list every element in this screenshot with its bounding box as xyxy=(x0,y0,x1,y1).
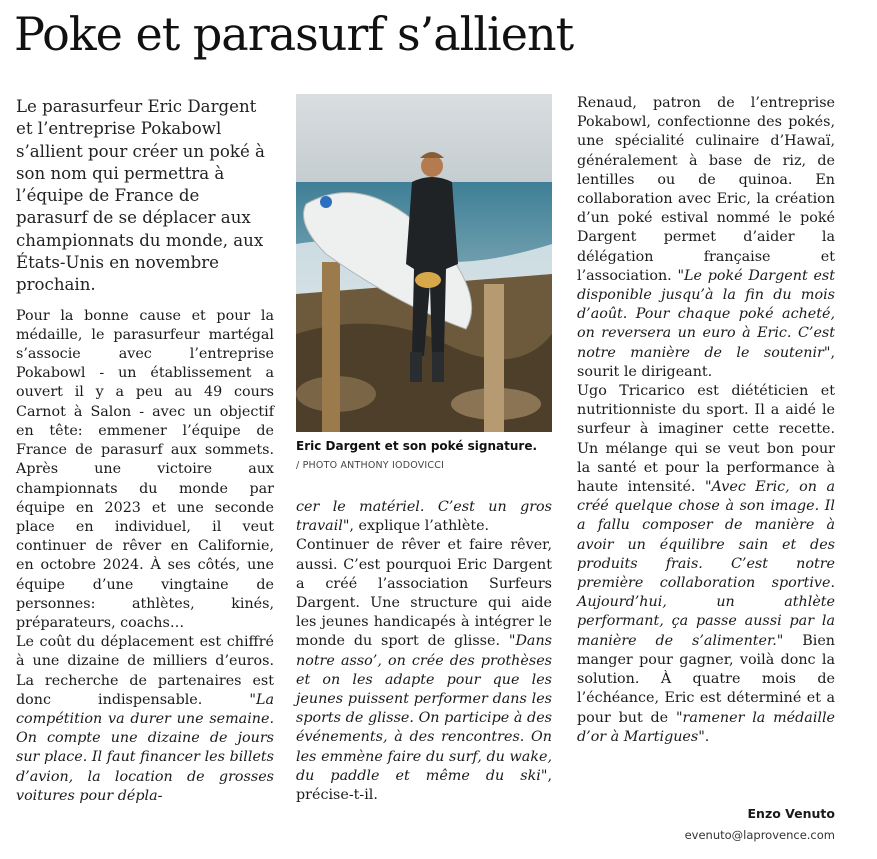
quote-text: La compétition va durer une semaine. On compte une dizaine de jours sur place. Il faut financer les billets d’avion, la location de grosses voitures pour dépla- xyxy=(16,691,274,804)
quote-text: Le poké Dargent est disponible jusqu’à la fin du mois d’août. Pour chaque poké acheté, on reversera un euro à Eric. C’est notre manière de le soutenir xyxy=(577,267,835,361)
quote-text: cer le matériel. C’est un gros travail xyxy=(296,499,552,535)
body-paragraph xyxy=(577,382,835,747)
quote-text: Avec Eric, on a créé quelque chose à son image. Il a fallu composer de manière à avoir un équilibre sain et des produits frais. C’est notre première collaboration sportive. Aujourd’hui, un athlète performant, ça passe aussi par la manière de s’alimenter. xyxy=(577,479,835,649)
author-byline: Enzo Venuto xyxy=(747,806,835,821)
body-text: Le coût du déplacement est chiffré à une dizaine de milliers d’euros. La recherche de partenaires est donc indispensable. " xyxy=(16,634,274,708)
article-photo xyxy=(296,94,552,432)
body-paragraph xyxy=(16,633,274,806)
column-2-body xyxy=(296,498,552,805)
column-1-body xyxy=(16,307,274,806)
body-text: ", sourit le dirigeant. xyxy=(577,344,835,380)
body-paragraph xyxy=(16,307,274,633)
body-text: Renaud, patron de l’entreprise Pokabowl, confectionne des pokés, une spécialité culinaire d’Hawaï, généralement à base de riz, de lentilles ou de quinoa. En collaboration avec Eric, la création d’un poké estival nommé le poké Dargent permet d’aider la délégation française et l’association. " xyxy=(577,95,835,284)
body-text: ", explique l’athlète. xyxy=(342,518,490,535)
body-text: " Bien manger pour gagner, voilà donc la solution. À quatre mois de l’échéance, Eric est déterminé et a pour but de " xyxy=(577,632,836,726)
column-3 xyxy=(577,94,835,747)
body-text: Ugo Tricarico est diététicien et nutritionniste du sport. Il a aidé le surfeur à imaginer cette recette. Un mélange qui se veut bon pour la santé et pour la performance à haute intensité. " xyxy=(577,383,835,496)
headline: Poke et parasurf s’allient xyxy=(14,7,574,61)
body-paragraph xyxy=(296,536,552,805)
column-3-body xyxy=(577,94,835,747)
author-email[interactable]: evenuto@laprovence.com xyxy=(684,828,835,842)
quote-text: ramener la médaille d’or à Martigues xyxy=(577,709,835,745)
body-text: ", précise-t-il. xyxy=(296,767,552,804)
lede-paragraph: Le parasurfeur Eric Dargent et l’entreprise Pokabowl s’allient pour créer un poké à son nom qui permettra à l’équipe de France de parasurf de se déplacer aux championnats du monde, aux États-Unis en novembre prochain. xyxy=(16,97,265,295)
photo-credit: / PHOTO ANTHONY IODOVICCI xyxy=(296,460,445,471)
body-text: Continuer de rêver et faire rêver, aussi. C’est pourquoi Eric Dargent a créé l’association Surfeurs Dargent. Une structure qui aide les jeunes handicapés à intégrer le monde du sport de glisse. " xyxy=(296,537,552,650)
body-text: ". xyxy=(698,728,710,745)
surfer-photo-illustration xyxy=(296,94,552,432)
body-paragraph xyxy=(577,94,835,382)
body-paragraph xyxy=(296,498,552,536)
column-2 xyxy=(296,498,552,805)
column-1 xyxy=(16,96,274,806)
body-text: Pour la bonne cause et pour la médaille, le parasurfeur martégal s’associe avec l’entreprise Pokabowl - un établissement a ouvert il y a peu au 49 cours Carnot à Salon - avec un objectif en tête: emmener l’équipe de France de parasurf aux sommets. Après une victoire aux championnats du monde par équipe en 2023 et une seconde place en individuel, il veut continuer de rêver en Californie, en octobre 2024. À ses côtés, une équipe d’une vingtaine de personnes: athlètes, kinés, préparateurs, coachs… xyxy=(16,307,274,631)
photo-caption: Eric Dargent et son poké signature. xyxy=(296,439,538,453)
quote-text: Dans notre asso’, on crée des prothèses et on les adapte pour que les jeunes puissent performer dans les sports de glisse. On participe à des événements, à des rencontres. On les emmène faire du surf, du wake, du paddle et même du ski xyxy=(296,633,552,784)
